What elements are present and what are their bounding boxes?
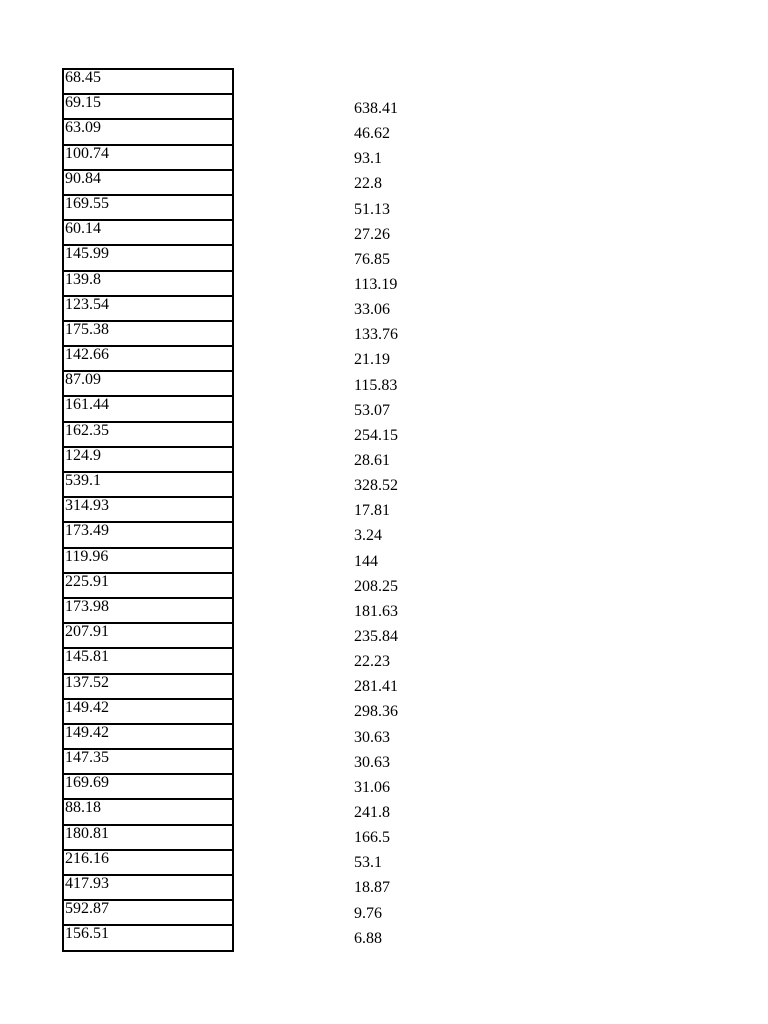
table-row <box>63 925 233 950</box>
list-item: 33.06 <box>354 301 390 319</box>
list-item: 53.07 <box>354 401 390 419</box>
list-item: 235.84 <box>354 627 398 645</box>
table-row <box>63 145 233 170</box>
table-cell: 180.81 <box>63 825 233 850</box>
table-cell: 225.91 <box>63 573 233 598</box>
table-cell: 145.99 <box>63 245 233 270</box>
table-cell: 142.66 <box>63 346 233 371</box>
table-cell: 207.91 <box>63 623 233 648</box>
list-item: 328.52 <box>354 477 398 495</box>
table-cell: 169.55 <box>63 195 233 220</box>
table-row <box>63 850 233 875</box>
table-row <box>63 195 233 220</box>
table-cell: 123.54 <box>63 296 233 321</box>
list-item: 181.63 <box>354 602 398 620</box>
table-row <box>63 900 233 925</box>
list-item: 30.63 <box>354 728 390 746</box>
table-cell: 162.35 <box>63 422 233 447</box>
table-row <box>63 396 233 421</box>
table-row <box>63 598 233 623</box>
list-item: 22.8 <box>354 175 382 193</box>
list-item: 93.1 <box>354 150 382 168</box>
table-row <box>63 724 233 749</box>
table-row <box>63 648 233 673</box>
table-cell: 100.74 <box>63 145 233 170</box>
table-cell: 147.35 <box>63 749 233 774</box>
list-item: 254.15 <box>354 426 398 444</box>
list-item: 281.41 <box>354 678 398 696</box>
table-cell: 417.93 <box>63 875 233 900</box>
table-row <box>63 271 233 296</box>
table-row <box>63 875 233 900</box>
table-cell: 68.45 <box>63 69 233 94</box>
list-item: 53.1 <box>354 854 382 872</box>
table-cell: 592.87 <box>63 900 233 925</box>
table-cell: 69.15 <box>63 94 233 119</box>
list-item: 22.23 <box>354 653 390 671</box>
table-row <box>63 170 233 195</box>
table-row <box>63 548 233 573</box>
list-item: 166.5 <box>354 829 390 847</box>
table-row <box>63 69 233 94</box>
table-row <box>63 799 233 824</box>
list-item: 51.13 <box>354 200 390 218</box>
table-cell: 149.42 <box>63 699 233 724</box>
list-item: 18.87 <box>354 879 390 897</box>
left-values-body <box>63 69 233 951</box>
list-item: 298.36 <box>354 703 398 721</box>
list-item: 144 <box>354 552 378 570</box>
list-item: 115.83 <box>354 376 398 394</box>
table-cell: 124.9 <box>63 447 233 472</box>
table-row <box>63 94 233 119</box>
list-item: 208.25 <box>354 577 398 595</box>
left-values-table <box>62 68 234 952</box>
list-item: 241.8 <box>354 803 390 821</box>
list-item: 17.81 <box>354 502 390 520</box>
list-item: 27.26 <box>354 225 390 243</box>
table-row <box>63 623 233 648</box>
table-cell: 88.18 <box>63 799 233 824</box>
list-item: 6.88 <box>354 929 382 947</box>
table-cell: 145.81 <box>63 648 233 673</box>
table-cell: 137.52 <box>63 674 233 699</box>
table-cell: 60.14 <box>63 220 233 245</box>
list-item: 30.63 <box>354 753 390 771</box>
table-row <box>63 674 233 699</box>
table-cell: 156.51 <box>63 925 233 950</box>
list-item: 76.85 <box>354 250 390 268</box>
list-item: 638.41 <box>354 100 398 117</box>
table-cell: 119.96 <box>63 548 233 573</box>
table-row <box>63 119 233 144</box>
table-row <box>63 699 233 724</box>
table-cell: 90.84 <box>63 170 233 195</box>
table-cell: 175.38 <box>63 321 233 346</box>
table-row <box>63 447 233 472</box>
list-item: 31.06 <box>354 778 390 796</box>
table-cell: 139.8 <box>63 271 233 296</box>
list-item: 46.62 <box>354 125 390 143</box>
list-item: 3.24 <box>354 527 382 545</box>
table-row <box>63 522 233 547</box>
table-row <box>63 774 233 799</box>
right-values-list <box>354 100 398 955</box>
list-item: 28.61 <box>354 451 390 469</box>
table-row <box>63 321 233 346</box>
list-item: 113.19 <box>354 275 398 293</box>
table-cell: 314.93 <box>63 497 233 522</box>
table-row <box>63 296 233 321</box>
table-row <box>63 220 233 245</box>
table-cell: 539.1 <box>63 472 233 497</box>
table-cell: 169.69 <box>63 774 233 799</box>
table-row <box>63 472 233 497</box>
table-row <box>63 422 233 447</box>
table-cell: 216.16 <box>63 850 233 875</box>
table-row <box>63 749 233 774</box>
table-row <box>63 245 233 270</box>
table-cell: 173.49 <box>63 522 233 547</box>
table-cell: 63.09 <box>63 119 233 144</box>
table-row <box>63 573 233 598</box>
list-item: 21.19 <box>354 351 390 369</box>
table-cell: 87.09 <box>63 371 233 396</box>
table-row <box>63 371 233 396</box>
table-row <box>63 825 233 850</box>
table-row <box>63 497 233 522</box>
list-item: 133.76 <box>354 326 398 344</box>
table-cell: 161.44 <box>63 396 233 421</box>
table-row <box>63 346 233 371</box>
table-cell: 173.98 <box>63 598 233 623</box>
list-item: 9.76 <box>354 904 382 922</box>
table-cell: 149.42 <box>63 724 233 749</box>
